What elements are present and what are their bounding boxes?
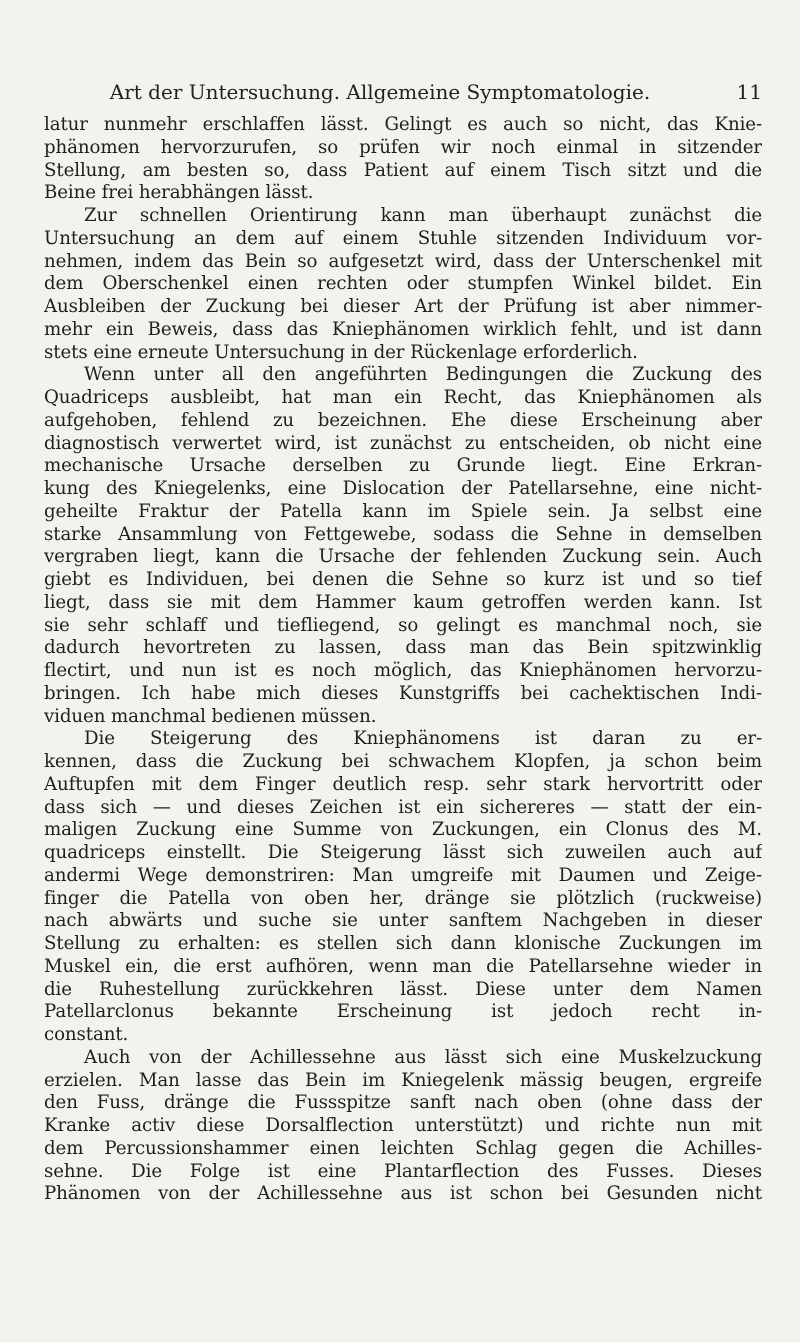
text-line: liegt, dass sie mit dem Hammer kaum getroffen werden kann. Ist (44, 591, 762, 613)
text-line: erzielen. Man lasse das Bein im Kniegelenk mässig beugen, ergreife (44, 1069, 762, 1091)
text-line: giebt es Individuen, bei denen die Sehne so kurz ist und so tief (44, 569, 762, 590)
body-text (44, 114, 762, 1206)
text-line: Kranke activ diese Dorsalflection unterstützt) und richte nun mit (44, 1115, 762, 1136)
running-head-title: Art der Untersuchung. Allgemeine Symptomatologie. (109, 80, 651, 104)
text-line: bringen. Ich habe mich dieses Kunstgriffs bei cachektischen Indi- (44, 682, 762, 704)
text-line: Auftupfen mit dem Finger deutlich resp. sehr stark hervortritt oder (44, 773, 762, 795)
text-line: Auch von der Achillessehne aus lässt sich eine Muskelzuckung (84, 1046, 762, 1068)
text-line: maligen Zuckung eine Summe von Zuckungen, ein Clonus des M. (44, 819, 762, 841)
text-line: finger die Patella von oben her, dränge sie plötzlich (ruckweise) (44, 887, 762, 909)
text-line: Phänomen von der Achillessehne aus ist schon bei Gesunden nicht (44, 1183, 762, 1205)
text-line: vergraben liegt, kann die Ursache der fehlenden Zuckung sein. Auch (44, 546, 762, 568)
text-line: nach abwärts und suche sie unter sanftem Nachgeben in dieser (44, 910, 762, 932)
text-line: Stellung zu erhalten: es stellen sich dann klonische Zuckungen im (44, 933, 762, 954)
text-line: constant. (44, 1024, 129, 1045)
text-line: Untersuchung an dem auf einem Stuhle sitzenden Individuum vor- (44, 227, 762, 249)
text-line: phänomen hervorzurufen, so prüfen wir noch einmal in sitzender (44, 136, 762, 158)
text-line: sie sehr schlaff und tiefliegend, so gelingt es manchmal noch, sie (44, 614, 762, 636)
text-line: Patellarclonus bekannte Erscheinung ist jedoch recht in- (44, 1001, 762, 1023)
page-number: 11 (736, 80, 762, 104)
text-line: Wenn unter all den angeführten Bedingungen die Zuckung des (84, 364, 762, 386)
text-line: dem Percussionshammer einen leichten Schlag gegen die Achilles- (44, 1137, 762, 1159)
text-line: flectirt, und nun ist es noch möglich, das Kniephänomen hervorzu- (44, 660, 762, 681)
text-line: starke Ansammlung von Fettgewebe, sodass die Sehne in demselben (44, 523, 762, 545)
text-line: dass sich — und dieses Zeichen ist ein sichereres — statt der ein- (44, 796, 762, 818)
text-line: Ausbleiben der Zuckung bei dieser Art der Prüfung ist aber nimmer- (44, 296, 762, 317)
text-line: mechanische Ursache derselben zu Grunde liegt. Eine Erkran- (44, 455, 762, 477)
text-line: andermi Wege demonstriren: Man umgreife mit Daumen und Zeige- (44, 864, 762, 886)
text-line: dadurch hevortreten zu lassen, dass man das Bein spitzwinklig (44, 637, 762, 659)
text-line: diagnostisch verwertet wird, ist zunächst zu entscheiden, ob nicht eine (44, 432, 762, 454)
text-line: nehmen, indem das Bein so aufgesetzt wird, dass der Unterschenkel mit (44, 250, 762, 272)
text-line: viduen manchmal bedienen müssen. (44, 705, 377, 727)
text-line: quadriceps einstellt. Die Steigerung lässt sich zuweilen auch auf (44, 842, 762, 863)
text-line: Beine frei herabhängen lässt. (44, 182, 314, 204)
text-line: aufgehoben, fehlend zu bezeichnen. Ehe diese Erscheinung aber (44, 409, 762, 431)
text-line: latur nunmehr erschlaffen lässt. Gelingt es auch so nicht, das Knie- (44, 114, 762, 135)
text-line: Quadriceps ausbleibt, hat man ein Recht, das Kniephänomen als (44, 387, 762, 408)
text-line: geheilte Fraktur der Patella kann im Spiele sein. Ja selbst eine (44, 500, 762, 522)
text-line: Stellung, am besten so, dass Patient auf einem Tisch sitzt und die (44, 159, 762, 181)
running-head (44, 78, 762, 106)
text-line: dem Oberschenkel einen rechten oder stumpfen Winkel bildet. Ein (44, 273, 762, 295)
text-line: Die Steigerung des Kniephänomens ist daran zu er- (84, 728, 762, 750)
text-line: kung des Kniegelenks, eine Dislocation der Patellarsehne, eine nicht- (44, 478, 762, 499)
text-line: Zur schnellen Orientirung kann man überhaupt zunächst die (84, 205, 762, 226)
text-line: den Fuss, dränge die Fussspitze sanft nach oben (ohne dass der (44, 1092, 762, 1114)
text-line: sehne. Die Folge ist eine Plantarflection des Fusses. Dieses (44, 1160, 762, 1182)
text-line: kennen, dass die Zuckung bei schwachem Klopfen, ja schon beim (44, 751, 762, 772)
text-line: die Ruhestellung zurückkehren lässt. Diese unter dem Namen (44, 978, 762, 1000)
text-line: stets eine erneute Untersuchung in der Rückenlage erforderlich. (44, 341, 638, 363)
text-line: mehr ein Beweis, dass das Kniephänomen wirklich fehlt, und ist dann (44, 318, 762, 340)
text-line: Muskel ein, die erst aufhören, wenn man die Patellarsehne wieder in (44, 955, 762, 977)
